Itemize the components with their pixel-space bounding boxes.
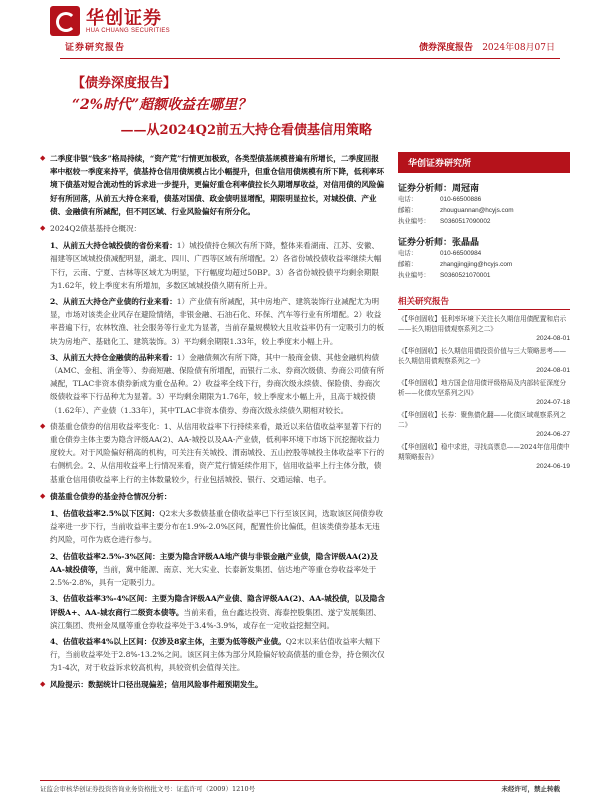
summary-para-4: ◆ 债基重仓债券的基金持仓情况分析：: [40, 490, 385, 503]
institution-bar: 华创证券研究所: [398, 152, 570, 173]
summary-para-3: ◆ 债基重仓债券的信用收益率变化：1、从信用收益率下行持续来看，最近以来估值收益率显著下行的重仓债券主体主要为隐含评级AA(2)、AA-城投以及AA-产业债，低利率环境下市场下沉挖掘收益力度较大。对于风险偏好稍高的机构，可关注有关城投、渭南城投、五山控股等城投主体收益率下行的右侧机会。2、从信用收益率上行情况来看，资产荒行情延续作用下，信用收益率上行主体分散，债基重仓信用债收益率上行的主体数量较少，行业包括城投、银行、交通运输、电子。: [40, 420, 385, 486]
logo: [50, 6, 170, 36]
footer-disclaimer: 证监会审核华创证券投资咨询业务资格批文号：证监许可（2009）1210号: [40, 785, 256, 793]
logo-mark-icon: [50, 6, 80, 36]
header-divider: [60, 58, 560, 59]
header-meta: [419, 40, 555, 53]
related-report-item[interactable]: 《【华创固收】长久期信用债投资价值与三大策略思考——长久期信用债观察系列之一》 2024-08-01: [398, 347, 570, 374]
analyst-1: 证券分析师：周冠南 电话： 010-66500886 邮箱： zhouguannan@hcyjs.com 执业编号： S0360517090002: [398, 184, 514, 225]
related-reports-title: 相关研究报告: [398, 295, 570, 310]
header-report-kind: 债券深度报告: [419, 43, 474, 53]
related-report-item[interactable]: 《【华创固收】稳中求进，寻找高票息——2024年信用债中期策略报告》 2024-06-19: [398, 443, 570, 470]
header-section: 证券研究报告: [65, 43, 126, 53]
footer-divider: [40, 780, 560, 781]
related-report-item[interactable]: 《【华创固收】长券：聚焦债化翻——化债区域观察系列之二》 2024-06-27: [398, 411, 570, 438]
tier-3: 3、估值收益率3%-4%区间：主要为隐含评级AA产业债、隐含评级AA(2)、AA-城投债，以及隐含评级A+、AA-城农商行二级资本债等。当前来看，鱼台鑫达投资、海泰控股集团、遂宁发展集团、滨江集团、贵州金凤凰等重仓券收益率处于3.4%-3.9%，或存在一定收益挖掘空间。: [50, 594, 385, 630]
page-subtitle: ——从2024Q2前五大持仓看债基信用策略: [120, 123, 372, 138]
summary-para-2: ◆ 2024Q2债基基持仓概况：: [40, 222, 385, 235]
analyst-name: 张晶晶: [452, 238, 480, 248]
logo-cn: 华创证券: [86, 7, 162, 29]
tier-1: 1、估值收益率2.5%以下区间：Q2末大多数债基重仓债收益率已下行至该区间，选取该区间债券收益率进一步下行，当前收益率主要分布在1.9%-2.0%区间，配置性价比偏低，但该类债券基本无违约风险，可作为底仓进行参与。: [50, 509, 383, 545]
related-report-item[interactable]: 《【华创固收】低利率环境下关注长久期信用债配置和启示——长久期信用债观察系列之二》 2024-08-01: [398, 315, 570, 342]
report-type: 【债券深度报告】: [72, 76, 177, 91]
analyst-name: 周冠南: [452, 184, 480, 194]
tier-2: 2、估值收益率2.5%-3%区间：主要为隐含评级AA地产债与非银金融产业债，隐含评级AA(2)及AA-城投债等，当前，冀中能源、南京、光大实业、长泰新发集团、信达地产等重仓券收益率处于2.5%-2.8%，具有一定吸引力。: [50, 551, 378, 588]
header-date: 2024年08月07日: [482, 43, 555, 53]
summary-industry: 2、从前五大持仓产业债的行业来看：1）产业债有所减配，其中房地产、建筑装饰行业减配尤为明显，市场对该类企业风存在避险情绪，非银金融、石油石化、环保、汽车等行业有所增配。2）收益率普遍下行，农林牧渔、社会服务等行业尤为显著，当前存量规模较大且收益率仍有一定吸引力的板块为房地产、基础化工、建筑装饰。3）平均剩余期限1.33年，较上季度末小幅上升。: [50, 297, 385, 346]
footer-copyright: 未经许可，禁止转载: [501, 785, 560, 793]
summary-column: [40, 152, 385, 695]
related-report-item[interactable]: 《【华创固收】地方国企信用债评级格局及内部转征深度分析——化债攻坚系列之四》 2024-07-18: [398, 379, 570, 406]
summary-province: 1、从前五大持仓城投债的省份来看：1）城投债持仓频次有所下降，整体来看湖南、江苏、安徽、福建等区域城投债减配明显，湖北、四川、广西等区域有所增配。2）各省份城投债收益率继续大幅下行，云南、宁夏、吉林等区域尤为明显，下行幅度均超过50BP。3）各省份城投债平均剩余期限为1.62年，较上季度末有所增加，多数区域城投债久期有所上升。: [50, 241, 382, 290]
summary-financial: 3、从前五大持仓金融债的品种来看：1）金融债频次有所下降，其中一般商金债、其他金融机构债（AMC、金租、消金等）、券商短融、保险债有所增配，而银行二永、券商次级债、券商公司债有所减配，TLAC非资本债券新成为重仓品种。2）收益率全线下行，券商次级永续债、保险债、券商次级债收益率下行品种尤为显著。3）平均剩余期限为1.76年，较上季度末小幅上升，且高于城投债（1.62年）、产业债（1.33年），其中TLAC非资本债券、券商次级永续债久期相对较长。: [50, 352, 385, 415]
analyst-email[interactable]: zhouguannan@hcyjs.com: [440, 207, 514, 214]
page-title: “2%时代”超额收益在哪里？: [72, 97, 252, 113]
analyst-email[interactable]: zhangjingjing@hcyjs.com: [440, 261, 513, 268]
risk-warning: ◆ 风险提示：数据统计口径出现偏差；信用风险事件超预期发生。: [40, 678, 385, 691]
summary-para-1: ◆ 二季度非银“钱多”格局持续，“资产荒”行情更加极致，各类型债基规模普遍有所增长，二季度回报率中枢较一季度来持平，债基持仓信用债规模占比小幅提升，但重仓信用债规模有所下降，低利率环境下债基对短合流动性的诉求进一步提升，更偏好重仓利率债拉长久期增厚收益，对信用债的风险偏好有所回落，从前五大持仓来看，债基对国债、政金债明显增配，期限明显拉长，对城投债、产业债、金融债有所减配，但不同区域、行业风险偏好有所分化。: [40, 152, 385, 218]
logo-en: HUA CHUANG SECURITIES: [86, 27, 170, 34]
tier-4: 4、估值收益率4%以上区间：仅涉及8家主体，主要为低等级产业债。Q2末以来估值收益率大幅下行，当前收益率处于2.8%-13.2%之间。该区间主体为部分风险偏好较高债基的重仓券，持仓频次仅为1-4次，对于收益诉求较高机构，具较资机会值得关注。: [50, 636, 385, 673]
analyst-2: 证券分析师：张晶晶 电话： 010-66500984 邮箱： zhangjingjing@hcyjs.com 执业编号： S0360521070001: [398, 238, 513, 279]
sidebar: [398, 152, 570, 470]
